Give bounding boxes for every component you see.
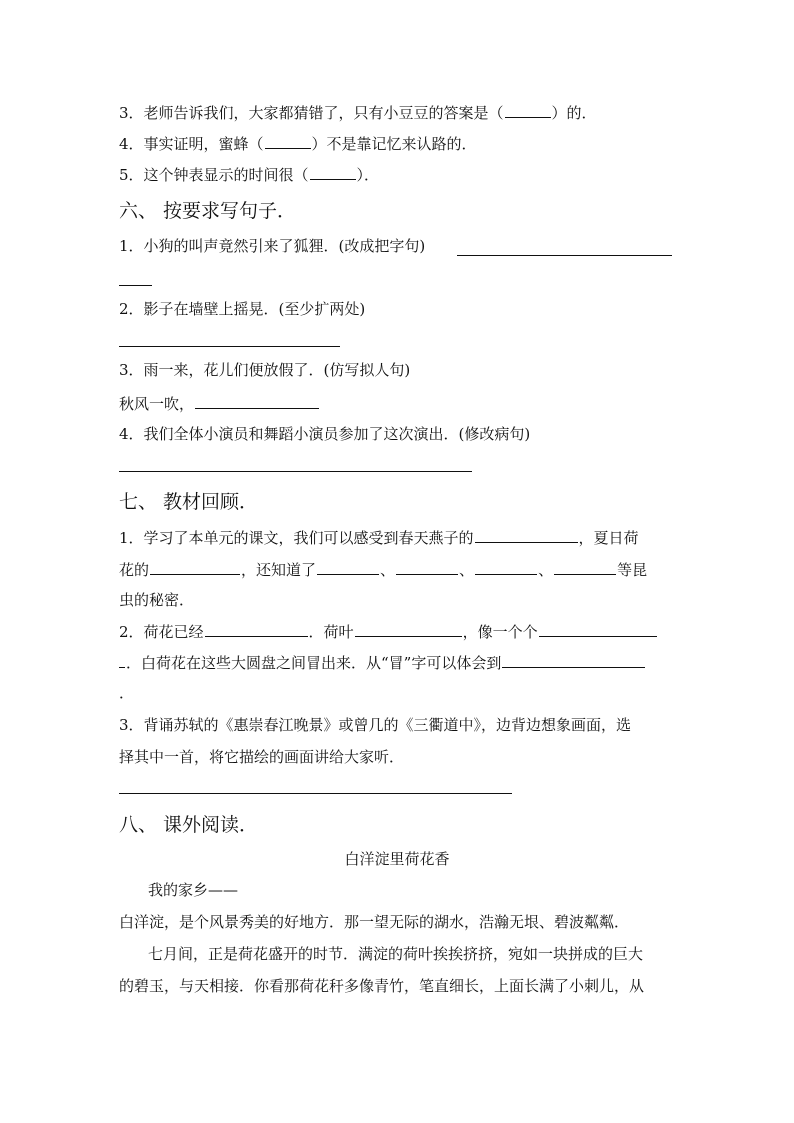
s5-q3: [119, 102, 597, 123]
s7-q1-blank-5[interactable]: [475, 559, 537, 575]
s6-q2-answer-line[interactable]: [119, 346, 340, 347]
reading-p1: 我的家乡——: [148, 881, 239, 899]
s7-q2-line1: [119, 621, 658, 642]
s7-q2-text-a: 2．荷花已经: [119, 623, 204, 641]
s5-q5-text-end: ）．: [356, 166, 380, 184]
s7-q2-blank-4[interactable]: [502, 652, 645, 668]
s7-q1-blank-1[interactable]: [475, 527, 578, 543]
s5-q4-text-end: ）不是靠记忆来认路的．: [311, 135, 477, 153]
s7-q2-line3: ．: [119, 684, 135, 702]
s7-q1-blank-2[interactable]: [150, 559, 240, 575]
s7-q3-line1: 3．背诵苏轼的《惠崇春江晚景》或曾几的《三衢道中》，边背边想象画面，选: [119, 716, 632, 734]
s7-q2-text-b: ．荷叶: [308, 623, 354, 641]
s7-q1-blank-6[interactable]: [554, 559, 616, 575]
reading-p3-line2: 的碧玉，与天相接．你看那荷花秆多像青竹，笔直细长，上面长满了小刺儿，从: [119, 977, 645, 995]
s7-q2-blank-2[interactable]: [355, 621, 462, 637]
s7-q3-answer-line[interactable]: [119, 793, 512, 794]
s6-q3: 3．雨一来，花儿们便放假了．(仿写拟人句): [119, 361, 411, 379]
s7-q1-sep-1: 、: [380, 561, 396, 579]
s6-q3-answer: [119, 393, 320, 414]
s7-q1-text-a: 1．学习了本单元的课文，我们可以感受到春天燕子的: [119, 529, 474, 547]
s7-q2-text-d: ．白荷花在这些大圆盘之间冒出来．从“冒”字可以体会到: [126, 654, 502, 672]
reading-title: 白洋淀里荷花香: [344, 850, 450, 868]
s6-q4-answer-line[interactable]: [119, 471, 472, 472]
s5-q4-text: 4．事实证明，蜜蜂（: [119, 135, 264, 153]
reading-p2: 白洋淀，是个风景秀美的好地方．那一望无际的湖水，浩瀚无垠、碧波粼粼．: [119, 913, 630, 931]
s7-q3-line2: 择其中一首，将它描绘的画面讲给大家听．: [119, 748, 405, 766]
s5-q4: [119, 133, 477, 154]
s7-q1-sep-3: 、: [538, 561, 554, 579]
s7-q1-text-b: ，夏日荷: [578, 529, 639, 547]
s5-q4-blank[interactable]: [265, 133, 311, 149]
s7-q2-blank-3[interactable]: [539, 621, 657, 637]
s7-q2-blank-3-cont[interactable]: [119, 652, 125, 668]
reading-p3-line1: 七月间，正是荷花盛开的时节．满淀的荷叶挨挨挤挤，宛如一块拼成的巨大: [148, 945, 644, 963]
s5-q3-blank[interactable]: [505, 102, 551, 118]
s7-q1-text-e: 等昆: [617, 561, 648, 579]
s6-heading: 六、 按要求写句子．: [119, 200, 297, 222]
s7-q1-line2: [119, 559, 647, 580]
s7-q2-blank-1[interactable]: [205, 621, 308, 637]
s8-heading: 八、 课外阅读．: [119, 814, 259, 836]
s7-q1-line3: 虫的秘密．: [119, 591, 195, 609]
s7-q1-blank-3[interactable]: [317, 559, 379, 575]
s5-q3-text-end: ）的．: [551, 104, 597, 122]
s7-q1-text-c: 花的: [119, 561, 150, 579]
s6-q4: 4．我们全体小演员和舞蹈小演员参加了这次演出．(修改病句): [119, 425, 531, 443]
s6-q1-answer-line[interactable]: [457, 255, 672, 256]
s5-q5-blank[interactable]: [310, 164, 356, 180]
s6-q2: 2．影子在墙壁上摇晃．(至少扩两处): [119, 300, 366, 318]
s6-q3-answer-prefix: 秋风一吹，: [119, 395, 195, 413]
s5-q5-text: 5．这个钟表显示的时间很（: [119, 166, 309, 184]
s7-q1-text-d: ，还知道了: [241, 561, 317, 579]
s7-q2-line2: [119, 652, 646, 673]
s7-q1-line1: [119, 527, 639, 548]
s6-q3-answer-blank[interactable]: [195, 393, 319, 409]
s7-q2-text-c: ，像一个个: [462, 623, 538, 641]
s7-q1-sep-2: 、: [459, 561, 475, 579]
s6-q1: 1．小狗的叫声竟然引来了狐狸．(改成把字句): [119, 237, 426, 255]
s7-heading: 七、 教材回顾．: [119, 491, 259, 513]
s5-q3-text: 3．老师告诉我们，大家都猜错了，只有小豆豆的答案是（: [119, 104, 504, 122]
s7-q1-blank-4[interactable]: [396, 559, 458, 575]
s6-q1-answer-line-cont[interactable]: [119, 285, 152, 286]
s5-q5: [119, 164, 379, 185]
